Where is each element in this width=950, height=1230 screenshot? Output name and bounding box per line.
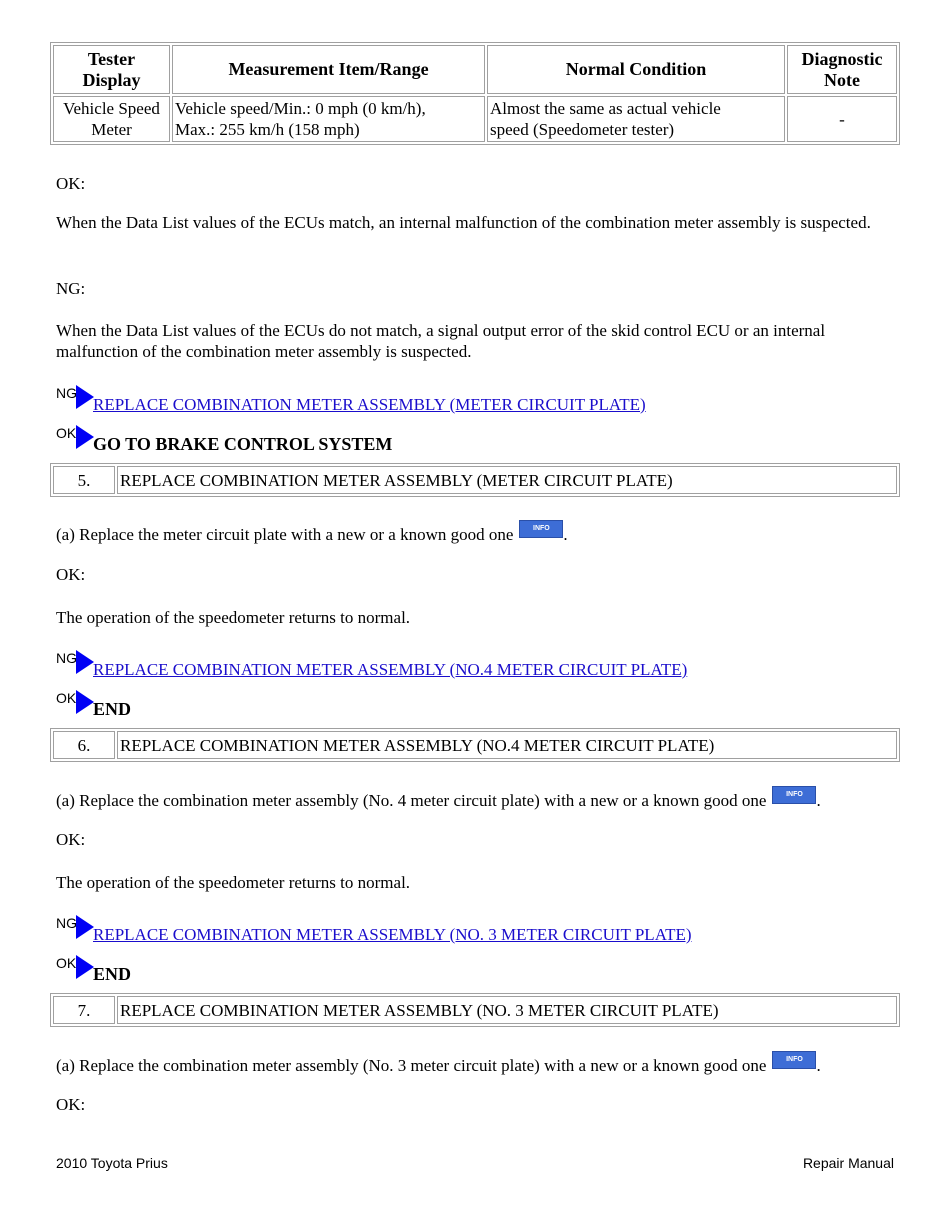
arrow-right-icon [76, 955, 94, 979]
header-measurement: Measurement Item/Range [172, 45, 485, 94]
ok-label: OK: [56, 174, 86, 193]
step-5-ok-text: The operation of the speedometer returns to normal. [56, 608, 411, 627]
cell-tester-display: Vehicle Speed Meter [53, 96, 170, 142]
replace-no3-meter-circuit-plate-link[interactable]: REPLACE COMBINATION METER ASSEMBLY (NO. 3 METER CIRCUIT PLATE) [93, 925, 692, 944]
arrow-right-icon [76, 385, 94, 409]
step-7-header [50, 993, 900, 1027]
step-6-ok-label: OK: [56, 830, 86, 849]
cell-normal-condition: Almost the same as actual vehicle speed (Speedometer tester) [487, 96, 785, 142]
header-tester-display: Tester Display [53, 45, 170, 94]
ok-description: When the Data List values of the ECUs match, an internal malfunction of the combination meter assembly is suspected. [56, 213, 871, 232]
step-5-instruction: (a) Replace the meter circuit plate with a new or a known good one INFO . [56, 520, 896, 545]
ng-label: NG: [56, 279, 86, 298]
info-button[interactable]: INFO [772, 786, 816, 804]
step-5-ok-label: OK: [56, 565, 86, 584]
arrow-right-icon [76, 690, 94, 714]
step-title: REPLACE COMBINATION METER ASSEMBLY (NO. 3 METER CIRCUIT PLATE) [117, 996, 897, 1024]
ok-tag: OK [56, 690, 77, 706]
info-button[interactable]: INFO [519, 520, 563, 538]
step-6-instruction: (a) Replace the combination meter assembly (No. 4 meter circuit plate) with a new or a known good one INFO . [56, 786, 896, 811]
step-6-header [50, 728, 900, 762]
cell-diagnostic-note: - [787, 96, 897, 142]
step-7-ok-label: OK: [56, 1095, 86, 1114]
info-button[interactable]: INFO [772, 1051, 816, 1069]
step-number: 5. [53, 466, 115, 494]
table-header-row [53, 45, 897, 94]
arrow-right-icon [76, 915, 94, 939]
header-diagnostic-note: Diagnostic Note [787, 45, 897, 94]
step-title: REPLACE COMBINATION METER ASSEMBLY (METER CIRCUIT PLATE) [117, 466, 897, 494]
header-normal-condition: Normal Condition [487, 45, 785, 94]
step-6-ok-text: The operation of the speedometer returns to normal. [56, 873, 411, 892]
replace-no4-meter-circuit-plate-link[interactable]: REPLACE COMBINATION METER ASSEMBLY (NO.4 METER CIRCUIT PLATE) [93, 660, 688, 679]
end-label: END [93, 964, 132, 984]
step-number: 6. [53, 731, 115, 759]
step-5-header [50, 463, 900, 497]
footer-left: 2010 Toyota Prius [56, 1155, 168, 1171]
end-label: END [93, 699, 132, 719]
step-7-instruction: (a) Replace the combination meter assembly (No. 3 meter circuit plate) with a new or a known good one INFO . [56, 1051, 896, 1076]
replace-meter-circuit-plate-link[interactable]: REPLACE COMBINATION METER ASSEMBLY (METER CIRCUIT PLATE) [93, 395, 646, 414]
arrow-right-icon [76, 425, 94, 449]
table-row [53, 96, 897, 142]
ok-tag: OK [56, 955, 77, 971]
step-title: REPLACE COMBINATION METER ASSEMBLY (NO.4 METER CIRCUIT PLATE) [117, 731, 897, 759]
ng-tag: NG [56, 385, 77, 401]
ng-tag: NG [56, 650, 77, 666]
data-list-table [50, 42, 900, 145]
ng-description: When the Data List values of the ECUs do not match, a signal output error of the skid control ECU or an internal malfunction of the combination meter assembly is suspected. [56, 321, 826, 361]
ng-tag: NG [56, 915, 77, 931]
cell-measurement: Vehicle speed/Min.: 0 mph (0 km/h), Max.: 255 km/h (158 mph) [172, 96, 485, 142]
footer-right: Repair Manual [802, 1155, 894, 1171]
go-to-brake-control-system[interactable]: GO TO BRAKE CONTROL SYSTEM [93, 434, 393, 454]
step-number: 7. [53, 996, 115, 1024]
arrow-right-icon [76, 650, 94, 674]
ok-tag: OK [56, 425, 77, 441]
